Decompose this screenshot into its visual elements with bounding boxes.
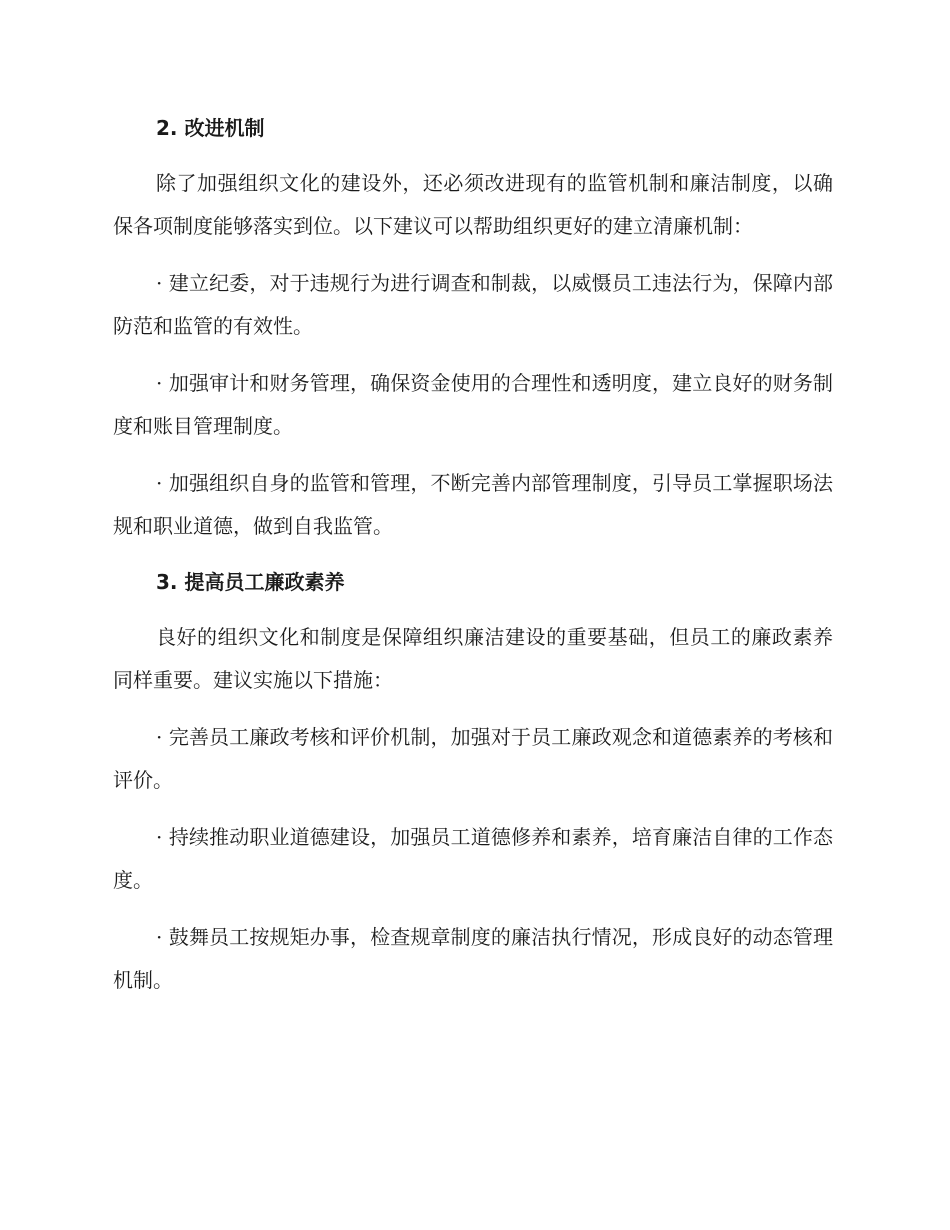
section-heading: 2. 改进机制 bbox=[156, 116, 265, 140]
bullet-paragraph: · 加强组织自身的监管和管理，不断完善内部管理制度，引导员工掌握职场法规和职业道德，做到自我监管。 bbox=[113, 471, 833, 538]
bullet-paragraph: · 建立纪委，对于违规行为进行调查和制裁，以威慑员工违法行为，保障内部防范和监管的有效性。 bbox=[113, 271, 833, 338]
section-integrity-literacy bbox=[113, 562, 833, 1002]
intro-paragraph: 良好的组织文化和制度是保障组织廉洁建设的重要基础，但员工的廉政素养同样重要。建议实施以下措施： bbox=[113, 625, 833, 692]
bullet-paragraph: · 持续推动职业道德建设，加强员工道德修养和素养，培育廉洁自律的工作态度。 bbox=[113, 825, 833, 892]
bullet-paragraph: · 鼓舞员工按规矩办事，检查规章制度的廉洁执行情况，形成良好的动态管理机制。 bbox=[113, 925, 833, 992]
document-page bbox=[113, 108, 833, 1016]
bullet-paragraph: · 完善员工廉政考核和评价机制，加强对于员工廉政观念和道德素养的考核和评价。 bbox=[113, 725, 833, 792]
section-improve-mechanism bbox=[113, 108, 833, 548]
section-heading: 3. 提高员工廉政素养 bbox=[156, 570, 345, 594]
bullet-paragraph: · 加强审计和财务管理，确保资金使用的合理性和透明度，建立良好的财务制度和账目管理制度。 bbox=[113, 371, 833, 438]
intro-paragraph: 除了加强组织文化的建设外，还必须改进现有的监管机制和廉洁制度，以确保各项制度能够落实到位。以下建议可以帮助组织更好的建立清廉机制： bbox=[113, 171, 833, 238]
